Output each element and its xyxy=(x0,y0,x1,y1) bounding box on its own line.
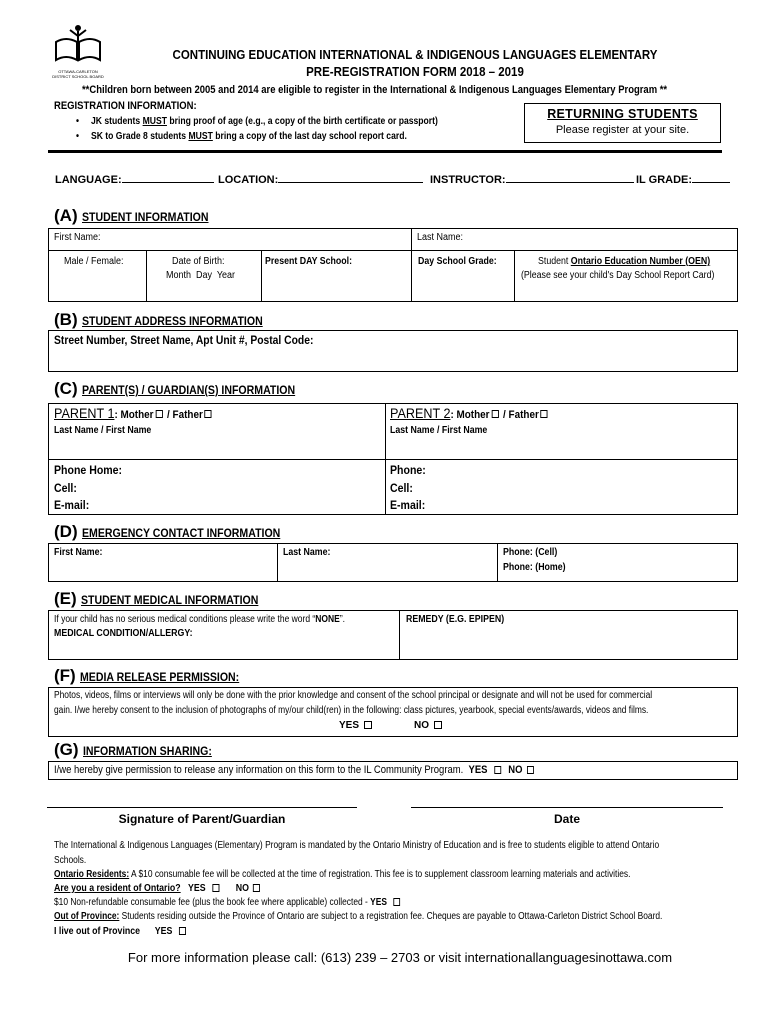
emergency-last-name[interactable]: Last Name: xyxy=(283,547,331,558)
registration-info-title: REGISTRATION INFORMATION: xyxy=(54,100,197,112)
live-out-of-province: I live out of Province YES xyxy=(54,926,188,937)
date-line[interactable] xyxy=(411,807,723,808)
emergency-phone-home[interactable]: Phone: (Home) xyxy=(503,562,566,573)
date-of-birth-format: Month Day Year xyxy=(166,270,236,281)
parent-1-phone-home[interactable]: Phone Home: xyxy=(54,463,123,477)
section-b-heading: (B) STUDENT ADDRESS INFORMATION xyxy=(54,310,263,329)
parent-2-cell[interactable]: Cell: xyxy=(390,481,413,495)
signature-line[interactable] xyxy=(47,807,357,808)
parent-1-email[interactable]: E-mail: xyxy=(54,498,90,512)
section-e-heading: (E) STUDENT MEDICAL INFORMATION xyxy=(54,589,259,608)
program-mandate: The International & Indigenous Languages (Elementary) Program is mandated by the Ontario Ministry of Education and is free to students eligible to attend Ontario xyxy=(54,840,660,851)
emergency-phone-cell[interactable]: Phone: (Cell) xyxy=(503,547,558,558)
medical-condition-field[interactable]: MEDICAL CONDITION/ALLERGY: xyxy=(54,628,193,639)
parent-1-cell[interactable]: Cell: xyxy=(54,481,77,495)
instructor-field[interactable]: INSTRUCTOR: xyxy=(430,174,634,186)
ontario-residents-note: Ontario Residents: A $10 consumable fee will be collected at the time of registration. This fee is to supplement classroom learning materials and activities. xyxy=(54,869,631,880)
info-sharing-no-checkbox[interactable] xyxy=(527,766,534,774)
returning-students-sub: Please register at your site. xyxy=(555,124,690,136)
eligibility-note: **Children born between 2005 and 2014 are eligible to register in the International & Indigenous Languages Elementary Program ** xyxy=(82,84,668,96)
parent-2-phone[interactable]: Phone: xyxy=(390,463,426,477)
out-of-province-note: Out of Province: Students residing outside the Province of Ontario are subject to a registration fee. Cheques are payable to Ottawa-Carleton District School Board. xyxy=(54,911,663,922)
live-out-yes-checkbox[interactable] xyxy=(179,927,186,935)
parent-2-mother-checkbox[interactable] xyxy=(491,410,498,418)
student-last-name[interactable]: Last Name: xyxy=(417,232,464,243)
media-release-text-1: Photos, videos, films or interviews will only be done with the prior knowledge and consent of the school principal or designate and will not be used for commercial xyxy=(54,690,653,701)
parent-1-mother-checkbox[interactable] xyxy=(155,410,162,418)
section-g-heading: (G) INFORMATION SHARING: xyxy=(54,740,212,759)
registration-bullet-2: • SK to Grade 8 students MUST bring a copy of the last day school report card. xyxy=(76,131,407,142)
info-sharing-row: I/we hereby give permission to release any information on this form to the IL Community Program. YES NO xyxy=(54,764,535,776)
media-release-no-checkbox[interactable] xyxy=(434,721,442,729)
section-a-heading: (A) STUDENT INFORMATION xyxy=(54,206,209,225)
date-label: Date xyxy=(553,812,580,826)
present-day-school-field[interactable]: Present DAY School: xyxy=(265,256,353,267)
nonrefundable-fee: $10 Non-refundable consumable fee (plus the book fee where applicable) collected - YES xyxy=(54,897,402,908)
emergency-contact-table xyxy=(48,543,738,582)
media-release-text-2: gain. I/we hereby consent to the inclusion of photographs of my/our child(ren) in the following: class pictures, yearbook, special events/awards, videos and films. xyxy=(54,705,649,716)
oen-field[interactable]: Student Ontario Education Number (OEN) xyxy=(538,256,711,267)
parent-1-father-checkbox[interactable] xyxy=(205,410,212,418)
medical-note: If your child has no serious medical conditions please write the word “NONE”. xyxy=(54,614,346,625)
section-f-heading: (F) MEDIA RELEASE PERMISSION: xyxy=(54,666,240,685)
form-title-line1: CONTINUING EDUCATION INTERNATIONAL & INDIGENOUS LANGUAGES ELEMENTARY xyxy=(172,48,658,62)
oen-note: (Please see your child's Day School Report Card) xyxy=(521,270,715,281)
il-grade-field[interactable]: IL GRADE: xyxy=(636,174,730,186)
parent-1-name-field[interactable]: Last Name / First Name xyxy=(54,425,152,436)
student-address-field[interactable]: Street Number, Street Name, Apt Unit #, Postal Code: xyxy=(54,333,314,347)
parent-2-email[interactable]: E-mail: xyxy=(390,498,426,512)
parent-2-header: PARENT 2: Mother / Father xyxy=(390,405,550,423)
form-title-line2: PRE-REGISTRATION FORM 2018 – 2019 xyxy=(306,65,524,79)
resident-no-checkbox[interactable] xyxy=(253,884,260,892)
section-d-heading: (D) EMERGENCY CONTACT INFORMATION xyxy=(54,522,281,541)
location-field[interactable]: LOCATION: xyxy=(218,174,423,186)
parent-1-header: PARENT 1: Mother / Father xyxy=(54,405,214,423)
emergency-first-name[interactable]: First Name: xyxy=(54,547,103,558)
signature-label: Signature of Parent/Guardian xyxy=(118,812,286,826)
parent-2-father-checkbox[interactable] xyxy=(541,410,548,418)
returning-students-title: RETURNING STUDENTS xyxy=(547,107,698,121)
logo-text: OTTAWA-CARLETON DISTRICT SCHOOL BOARD xyxy=(52,69,104,79)
nonrefundable-yes-checkbox[interactable] xyxy=(393,898,400,906)
remedy-field[interactable]: REMEDY (E.G. EPIPEN) xyxy=(406,614,505,625)
program-mandate-2: Schools. xyxy=(54,855,87,866)
language-field[interactable]: LANGUAGE: xyxy=(55,174,214,186)
date-of-birth-field[interactable]: Date of Birth: xyxy=(172,256,225,267)
resident-question: Are you a resident of Ontario? YES NO xyxy=(54,883,262,894)
header-divider xyxy=(48,150,722,153)
student-first-name[interactable]: First Name: xyxy=(54,232,101,243)
media-release-yes-checkbox[interactable] xyxy=(364,721,372,729)
resident-yes-checkbox[interactable] xyxy=(212,884,219,892)
registration-bullet-1: • JK students MUST bring proof of age (e.g., a copy of the birth certificate or passport) xyxy=(76,116,438,127)
returning-students-box xyxy=(524,103,721,143)
day-school-grade-field[interactable]: Day School Grade: xyxy=(418,256,497,267)
male-female-field[interactable]: Male / Female: xyxy=(64,256,124,267)
media-release-yes: YES xyxy=(339,720,374,731)
info-sharing-text: I/we hereby give permission to release any information on this form to the IL Community Program. xyxy=(54,764,464,776)
contact-info: For more information please call: (613) 239 – 2703 or visit internationallanguagesinottawa.com xyxy=(127,950,673,965)
section-c-heading: (C) PARENT(S) / GUARDIAN(S) INFORMATION xyxy=(54,379,296,398)
media-release-no: NO xyxy=(414,720,444,731)
parent-2-name-field[interactable]: Last Name / First Name xyxy=(390,425,488,436)
info-sharing-yes-checkbox[interactable] xyxy=(494,766,501,774)
